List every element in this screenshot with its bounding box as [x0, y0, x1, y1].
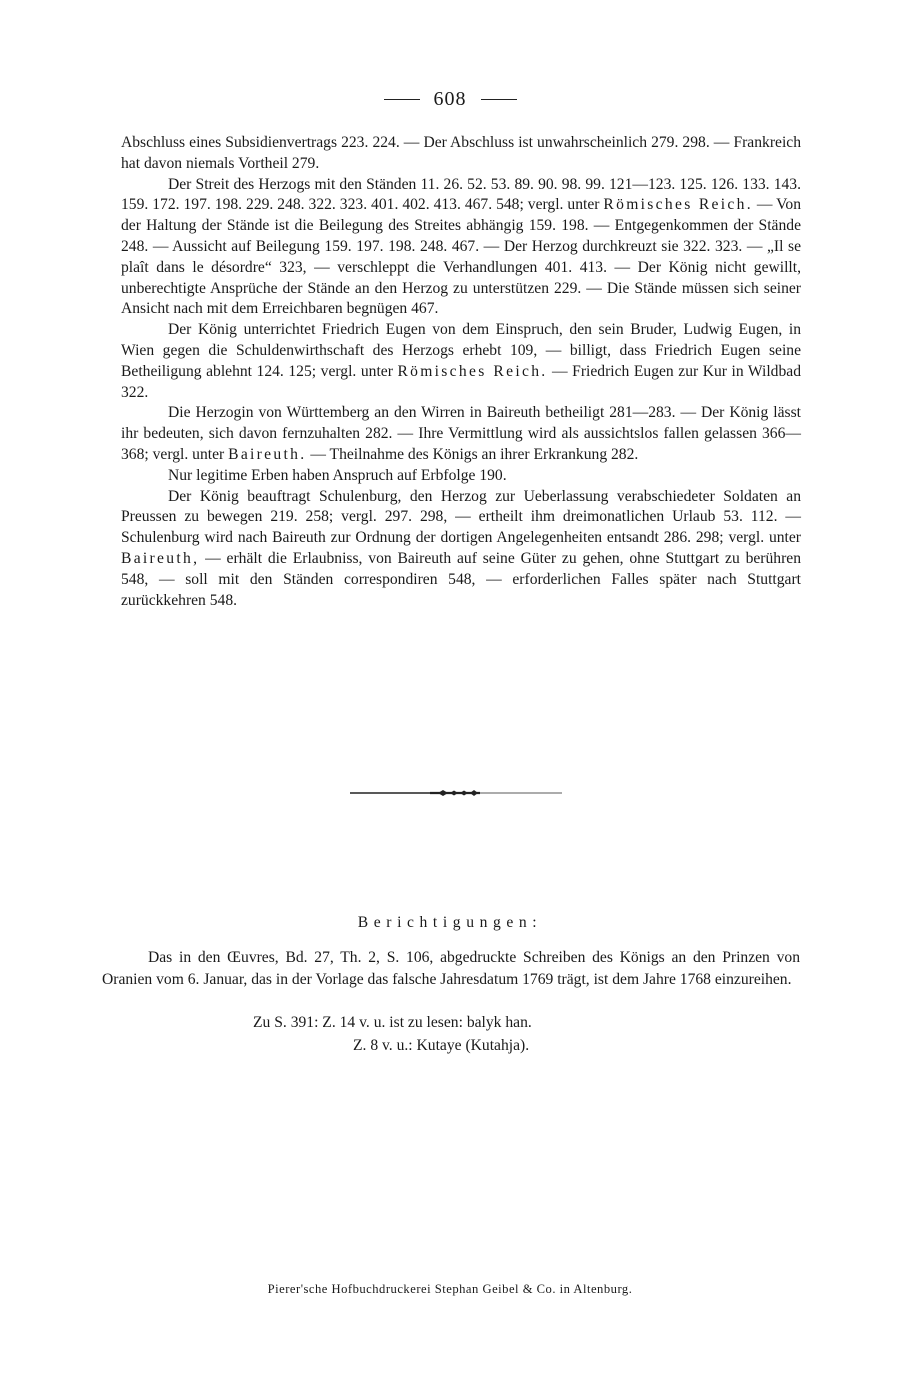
paragraph-duchess [121, 403, 801, 465]
cross-reference: Baireuth. [228, 445, 307, 463]
section-divider-ornament [350, 786, 562, 800]
text-segment: Der König beauftragt Schulenburg, den Herzog zur Ueberlassung verabschiedeter Soldaten an Preussen zu bewegen 219. 258; vergl. 297. 298, — ertheilt ihm dreimonatlichen Urlaub 53. 112. — Schulenburg wird nach Baireuth zur Ordnung der dortigen Angelegenheiten entsandt 286. 298; vergl. unter [121, 487, 801, 547]
corrections-paragraph: Das in den Œuvres, Bd. 27, Th. 2, S. 106, abgedruckte Schreiben des Königs an den Prinzen von Oranien vom 6. Januar, das in der Vorlage das falsche Jahresdatum 1769 trägt, ist dem Jahre 1768 einzureihen. [102, 949, 800, 988]
text-segment: Der Streit des Herzogs mit den Ständen 11. 26. 52. 53. 89. 90. 98. 99. 121—123. 125. 126. 133. 143. 159. 172. 197. 198. 229. 248. 322. 323. 401. 402. 413. 467. 548; vergl. unter [121, 175, 801, 214]
correction-line-2: Z. 8 v. u.: Kutaye (Kutahja). [353, 1037, 530, 1054]
text-segment: — erhält die Erlaubniss, von Baireuth auf seine Güter zu gehen, ohne Stuttgart zu berühren 548, — soll mit den Ständen correspondiren 548, — erforderlichen Falles später nach Stuttgart zurückkehren 548. [121, 549, 801, 609]
printer-imprint: Pierer'sche Hofbuchdruckerei Stephan Geibel & Co. in Altenburg. [267, 1282, 633, 1296]
corrections-body [102, 947, 800, 990]
corrections-heading: Berichtigungen: [357, 914, 543, 931]
page-number: 608 [433, 88, 467, 110]
cross-reference: Römisches Reich. [603, 196, 753, 214]
text-segment: Der König unterrichtet Friedrich Eugen von dem Einspruch, den sein Bruder, Ludwig Eugen, in Wien gegen die Schuldenwirthschaft des Herzogs erhebt 109, — billigt, dass Friedrich Eugen seine Betheiligung ablehnt 124. 125; vergl. unter [121, 321, 801, 380]
index-body [121, 133, 801, 611]
paragraph-schulenburg [121, 487, 801, 612]
text-segment: — Theilnahme des Königs an ihrer Erkrankung 282. [310, 445, 639, 463]
paragraph-friedrich-eugen [121, 320, 801, 403]
correction-line-1: Zu S. 391: Z. 14 v. u. ist zu lesen: balyk han. [253, 1014, 532, 1031]
text-segment: Die Herzogin von Württemberg an den Wirren in Baireuth betheiligt 281—283. — Der König lässt ihr bedeuten, sich davon fernzuhalten 282. — Ihre Vermittlung wird als aussichtslos fallen gelassen 366—368; vergl. unter [121, 404, 801, 463]
paragraph-subsidy: Abschluss eines Subsidienvertrags 223. 224. — Der Abschluss ist unwahrscheinlich 279. 298. — Frankreich hat davon niemals Vortheil 279. [121, 134, 801, 172]
paragraph-succession: Nur legitime Erben haben Anspruch auf Erbfolge 190. [168, 466, 507, 484]
header-rule-left [384, 99, 420, 100]
paragraph-estates-dispute [121, 175, 801, 321]
text-segment: — Von der Haltung der Stände ist die Beilegung des Streites abhängig 159. 198. — Entgegenkommen der Stände 248. — Aussicht auf Beilegung 159. 197. 198. 248. 467. — Der Herzog durchkreuzt sie 322. 323. — „Il se plaît dans le désordre“ 323, — verschleppt die Verhandlungen 401. 413. — Der König nicht gewillt, unberechtigte Ansprüche der Stände an den Herzog zu unterstützen 229. — Die Stände müssen sich seiner Ansicht nach mit dem Erreichbaren begnügen 467. [121, 196, 801, 318]
header-rule-right [481, 99, 517, 100]
text-segment: — Friedrich Eugen zur Kur in Wildbad 322. [121, 362, 801, 401]
cross-reference: Baireuth, [121, 549, 200, 567]
cross-reference: Römisches Reich. [397, 362, 548, 380]
page-header [0, 88, 900, 111]
